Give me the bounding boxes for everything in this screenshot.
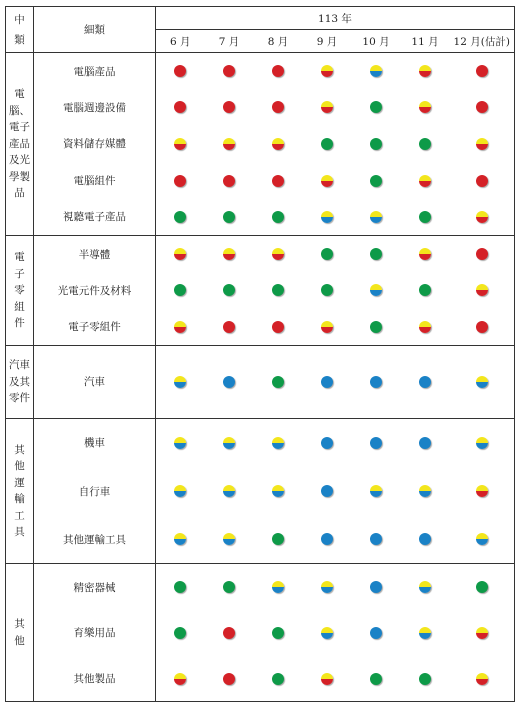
month-header: 11 月 <box>401 30 450 53</box>
signal-light-yellow-red <box>223 248 235 260</box>
signal-cell <box>401 272 450 309</box>
signal-light-green <box>223 211 235 223</box>
signal-light-yellow-blue <box>223 437 235 449</box>
signal-cell <box>401 235 450 272</box>
signal-cell <box>254 235 303 272</box>
signal-cell <box>401 515 450 564</box>
signal-cell <box>156 162 205 199</box>
signal-light-yellow-red <box>174 673 186 685</box>
subcategory-label: 光電元件及材料 <box>34 272 156 309</box>
category-cell <box>6 564 34 702</box>
subcategory-label: 半導體 <box>34 235 156 272</box>
signal-light-yellow-red <box>476 673 488 685</box>
signal-cell <box>303 235 352 272</box>
signal-cell <box>205 467 254 516</box>
signal-cell <box>254 515 303 564</box>
subcategory-label: 電腦產品 <box>34 53 156 90</box>
signal-cell <box>205 309 254 346</box>
signal-cell <box>352 515 401 564</box>
signal-cell <box>205 235 254 272</box>
signal-light-blue <box>370 533 382 545</box>
signal-light-red <box>174 101 186 113</box>
signal-cell <box>352 656 401 702</box>
signal-cell <box>401 89 450 126</box>
signal-cell <box>254 309 303 346</box>
signal-light-yellow-red <box>419 101 431 113</box>
signal-light-yellow-red <box>476 627 488 639</box>
signal-light-yellow-red <box>174 248 186 260</box>
signal-light-green <box>272 627 284 639</box>
category-label: 其他運輸工具 <box>14 443 25 538</box>
signal-light-blue <box>321 376 333 388</box>
signal-light-red <box>223 627 235 639</box>
signal-light-red <box>476 248 488 260</box>
signal-light-green <box>174 211 186 223</box>
signal-cell <box>450 53 515 90</box>
signal-cell <box>352 126 401 163</box>
signal-cell <box>156 515 205 564</box>
signal-cell <box>205 345 254 418</box>
header-mid-category: 中類 <box>6 7 34 53</box>
signal-cell <box>205 272 254 309</box>
signal-cell <box>303 418 352 467</box>
signal-light-yellow-red <box>321 673 333 685</box>
signal-light-yellow-blue <box>476 437 488 449</box>
signal-cell <box>352 272 401 309</box>
month-header: 12 月(估計) <box>450 30 515 53</box>
signal-cell <box>303 126 352 163</box>
signal-light-red <box>272 101 284 113</box>
signal-cell <box>303 467 352 516</box>
table-row <box>6 515 515 564</box>
signal-cell <box>254 272 303 309</box>
signal-light-yellow-red <box>321 321 333 333</box>
category-label: 其他 <box>14 618 25 647</box>
signal-light-yellow-blue <box>223 533 235 545</box>
signal-cell <box>401 309 450 346</box>
month-header: 10 月 <box>352 30 401 53</box>
signal-cell <box>450 162 515 199</box>
signal-cell <box>254 564 303 610</box>
signal-light-blue <box>419 437 431 449</box>
signal-cell <box>401 126 450 163</box>
signal-light-green <box>321 138 333 150</box>
signal-light-yellow-blue <box>321 211 333 223</box>
signal-light-yellow-red <box>272 138 284 150</box>
subcategory-label: 電腦週邊設備 <box>34 89 156 126</box>
signal-light-yellow-blue <box>370 211 382 223</box>
signal-cell <box>254 53 303 90</box>
signal-cell <box>205 162 254 199</box>
signal-light-green <box>223 284 235 296</box>
signal-cell <box>205 564 254 610</box>
signal-cell <box>450 126 515 163</box>
signal-light-red <box>272 321 284 333</box>
signal-light-yellow-red <box>419 175 431 187</box>
signal-cell <box>401 345 450 418</box>
header-sub-category: 細類 <box>34 7 156 53</box>
signal-light-yellow-blue <box>370 485 382 497</box>
signal-cell <box>205 656 254 702</box>
signal-light-yellow-blue <box>272 485 284 497</box>
subcategory-label: 自行車 <box>34 467 156 516</box>
signal-light-yellow-blue <box>476 376 488 388</box>
signal-cell <box>450 610 515 656</box>
category-cell <box>6 53 34 236</box>
signal-cell <box>254 345 303 418</box>
signal-light-green <box>321 248 333 260</box>
signal-light-green <box>370 248 382 260</box>
signal-cell <box>156 345 205 418</box>
signal-cell <box>303 199 352 236</box>
signal-cell <box>401 564 450 610</box>
signal-light-blue <box>223 376 235 388</box>
signal-cell <box>205 610 254 656</box>
signal-light-yellow-blue <box>321 627 333 639</box>
signal-light-blue <box>419 376 431 388</box>
signal-light-yellow-red <box>419 248 431 260</box>
table-row <box>6 610 515 656</box>
signal-cell <box>450 235 515 272</box>
signal-light-blue <box>419 533 431 545</box>
month-header: 6 月 <box>156 30 205 53</box>
signal-light-red <box>272 175 284 187</box>
signal-light-red <box>476 175 488 187</box>
signal-cell <box>254 162 303 199</box>
signal-cell <box>156 89 205 126</box>
signal-light-green <box>272 533 284 545</box>
signal-cell <box>450 564 515 610</box>
signal-light-green <box>370 175 382 187</box>
signal-cell <box>352 610 401 656</box>
signal-cell <box>254 199 303 236</box>
signal-light-green <box>174 581 186 593</box>
table-row <box>6 235 515 272</box>
signal-light-red <box>223 673 235 685</box>
signal-cell <box>303 345 352 418</box>
table-row <box>6 53 515 90</box>
signal-cell <box>156 235 205 272</box>
signal-cell <box>450 656 515 702</box>
signal-light-green <box>272 284 284 296</box>
signal-cell <box>450 515 515 564</box>
signal-light-yellow-red <box>321 175 333 187</box>
signal-light-red <box>223 175 235 187</box>
signal-light-red <box>223 321 235 333</box>
signal-light-red <box>476 101 488 113</box>
subcategory-label: 電腦組件 <box>34 162 156 199</box>
signal-cell <box>303 564 352 610</box>
signal-light-green <box>419 138 431 150</box>
signal-cell <box>450 467 515 516</box>
signal-cell <box>156 126 205 163</box>
signal-light-green <box>272 211 284 223</box>
signal-light-yellow-red <box>476 211 488 223</box>
signal-light-red <box>174 65 186 77</box>
signal-cell <box>450 309 515 346</box>
subcategory-label: 視聽電子產品 <box>34 199 156 236</box>
signal-light-red <box>272 65 284 77</box>
signal-cell <box>401 53 450 90</box>
signal-cell <box>352 89 401 126</box>
signal-cell <box>303 89 352 126</box>
signal-light-yellow-red <box>223 138 235 150</box>
category-label: 汽車及其零件 <box>9 359 30 404</box>
signal-cell <box>450 89 515 126</box>
signal-light-blue <box>370 376 382 388</box>
signal-cell <box>450 418 515 467</box>
signal-light-yellow-red <box>174 138 186 150</box>
signal-light-yellow-red <box>476 138 488 150</box>
signal-light-yellow-blue <box>174 437 186 449</box>
signal-light-yellow-red <box>476 485 488 497</box>
table-row <box>6 467 515 516</box>
signal-light-green <box>223 581 235 593</box>
table-row <box>6 418 515 467</box>
signal-light-yellow-blue <box>419 627 431 639</box>
signal-light-blue <box>321 437 333 449</box>
signal-light-yellow-red <box>321 101 333 113</box>
signal-light-yellow-blue <box>174 376 186 388</box>
subcategory-label: 精密器械 <box>34 564 156 610</box>
month-header: 8 月 <box>254 30 303 53</box>
signal-cell <box>205 199 254 236</box>
signal-light-yellow-blue <box>174 533 186 545</box>
subcategory-label: 電子零組件 <box>34 309 156 346</box>
signal-cell <box>450 272 515 309</box>
subcategory-label: 其他製品 <box>34 656 156 702</box>
category-cell <box>6 235 34 345</box>
signal-light-yellow-red <box>321 65 333 77</box>
month-header: 9 月 <box>303 30 352 53</box>
signal-light-yellow-blue <box>419 485 431 497</box>
signal-cell <box>401 162 450 199</box>
signal-light-blue <box>321 533 333 545</box>
subcategory-label: 育樂用品 <box>34 610 156 656</box>
table-row <box>6 345 515 418</box>
signal-cell <box>303 515 352 564</box>
signal-cell <box>352 309 401 346</box>
signal-light-blue <box>321 485 333 497</box>
signal-cell <box>352 235 401 272</box>
signal-light-green <box>174 627 186 639</box>
table-row <box>6 126 515 163</box>
signal-light-yellow-blue <box>370 65 382 77</box>
signal-cell <box>156 53 205 90</box>
signal-light-green <box>321 284 333 296</box>
signal-cell <box>254 467 303 516</box>
signal-cell <box>205 418 254 467</box>
category-cell <box>6 345 34 418</box>
signal-light-yellow-blue <box>174 485 186 497</box>
signal-cell <box>254 89 303 126</box>
signal-cell <box>352 162 401 199</box>
signal-cell <box>352 564 401 610</box>
month-header: 7 月 <box>205 30 254 53</box>
signal-light-red <box>476 321 488 333</box>
table-row <box>6 656 515 702</box>
signal-light-yellow-blue <box>223 485 235 497</box>
signal-cell <box>156 610 205 656</box>
signal-light-blue <box>370 627 382 639</box>
signal-cell <box>254 656 303 702</box>
signal-cell <box>156 656 205 702</box>
signal-cell <box>352 53 401 90</box>
signal-light-green <box>272 376 284 388</box>
signal-cell <box>156 272 205 309</box>
signal-cell <box>254 610 303 656</box>
signal-cell <box>352 418 401 467</box>
signal-light-yellow-red <box>419 65 431 77</box>
table-row <box>6 309 515 346</box>
signal-light-green <box>370 673 382 685</box>
signal-cell <box>352 467 401 516</box>
category-cell <box>6 418 34 564</box>
table-row <box>6 272 515 309</box>
signal-cell <box>303 610 352 656</box>
signal-cell <box>205 53 254 90</box>
signal-light-yellow-red <box>174 321 186 333</box>
signal-light-green <box>419 284 431 296</box>
table-row <box>6 564 515 610</box>
signal-light-green <box>419 673 431 685</box>
table-row <box>6 89 515 126</box>
signal-light-green <box>476 581 488 593</box>
category-label: 電腦、電子產品及光學製品 <box>9 88 30 200</box>
signal-light-green <box>370 321 382 333</box>
signal-light-yellow-blue <box>321 581 333 593</box>
subcategory-label: 機車 <box>34 418 156 467</box>
signal-light-green <box>370 138 382 150</box>
signal-cell <box>156 418 205 467</box>
signal-cell <box>450 345 515 418</box>
signal-cell <box>401 418 450 467</box>
signal-cell <box>156 309 205 346</box>
subcategory-label: 汽車 <box>34 345 156 418</box>
signal-cell <box>450 199 515 236</box>
signal-cell <box>156 467 205 516</box>
signal-cell <box>352 345 401 418</box>
signal-cell <box>401 610 450 656</box>
signal-light-red <box>476 65 488 77</box>
signal-light-green <box>370 101 382 113</box>
signal-cell <box>205 89 254 126</box>
signal-light-yellow-red <box>272 248 284 260</box>
signal-cell <box>205 126 254 163</box>
signal-cell <box>352 199 401 236</box>
subcategory-label: 其他運輸工具 <box>34 515 156 564</box>
signal-cell <box>401 199 450 236</box>
category-label: 電子零組件 <box>14 251 25 330</box>
header-year: 113 年 <box>156 7 515 30</box>
signal-light-green <box>272 673 284 685</box>
signal-cell <box>156 199 205 236</box>
signal-light-yellow-red <box>419 321 431 333</box>
signal-light-red <box>223 65 235 77</box>
signal-cell <box>156 564 205 610</box>
signal-light-yellow-blue <box>272 581 284 593</box>
signal-cell <box>303 272 352 309</box>
signal-cell <box>254 126 303 163</box>
signal-cell <box>303 309 352 346</box>
signal-cell <box>205 515 254 564</box>
signal-light-blue <box>370 437 382 449</box>
table-row <box>6 199 515 236</box>
signal-light-yellow-blue <box>419 581 431 593</box>
signal-table <box>5 6 515 702</box>
signal-cell <box>401 656 450 702</box>
signal-light-yellow-blue <box>476 533 488 545</box>
signal-cell <box>303 162 352 199</box>
table-row <box>6 162 515 199</box>
subcategory-label: 資料儲存媒體 <box>34 126 156 163</box>
signal-light-yellow-blue <box>370 284 382 296</box>
signal-light-yellow-blue <box>272 437 284 449</box>
signal-light-green <box>419 211 431 223</box>
signal-light-blue <box>370 581 382 593</box>
signal-cell <box>254 418 303 467</box>
signal-cell <box>401 467 450 516</box>
signal-cell <box>303 656 352 702</box>
signal-light-red <box>223 101 235 113</box>
signal-light-red <box>174 175 186 187</box>
signal-light-green <box>174 284 186 296</box>
signal-cell <box>303 53 352 90</box>
signal-light-yellow-red <box>476 284 488 296</box>
